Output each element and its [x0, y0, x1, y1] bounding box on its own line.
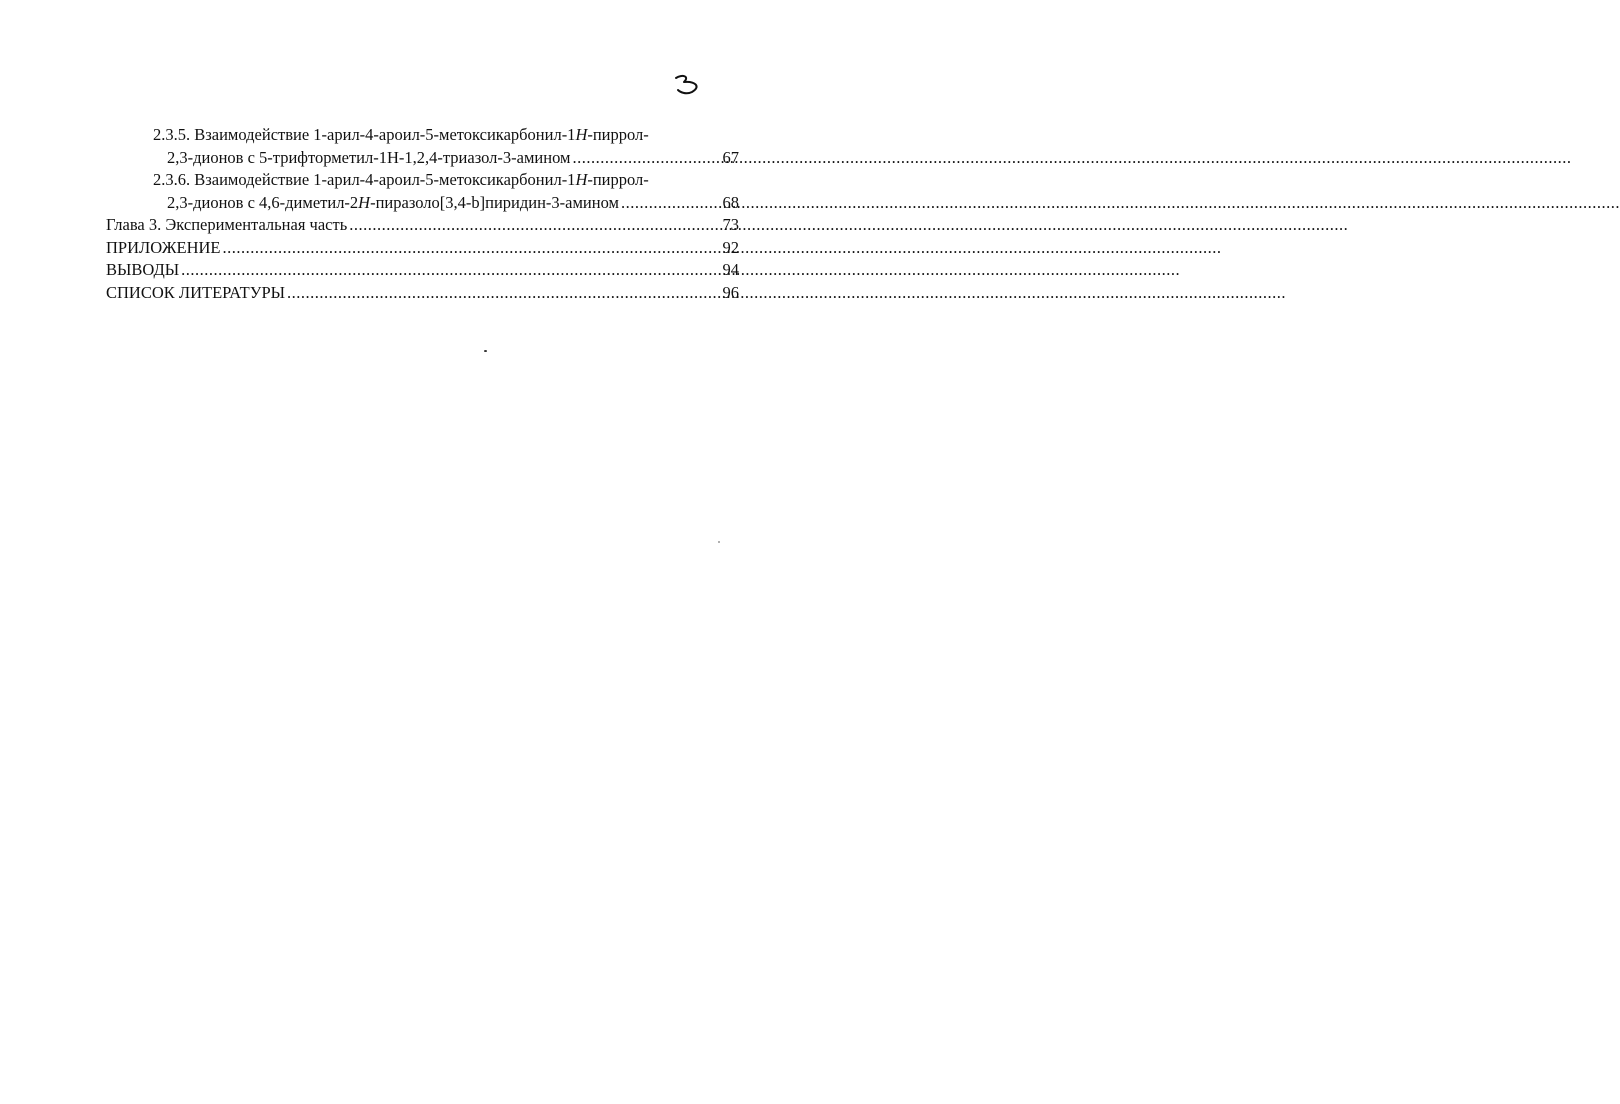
toc-entry-text: -пиррол-: [587, 170, 649, 189]
scan-speck: [718, 541, 720, 543]
table-of-contents: [106, 124, 739, 304]
toc-entry-text: 2,3-дионов с 4,6-диметил-2: [167, 192, 359, 212]
handwritten-page-number: [672, 72, 704, 98]
toc-entry-2-3-5-line1: [106, 124, 739, 147]
toc-entry-references: [106, 282, 739, 305]
dot-leader: [349, 214, 720, 237]
toc-entry-conclusions: [106, 259, 739, 282]
toc-page-number: 94: [722, 260, 739, 279]
toc-page-number: 96: [722, 282, 739, 302]
toc-entry-italic: H: [575, 125, 588, 144]
toc-entry-text: 2.3.6. Взаимодействие 1-арил-4-ароил-5-метоксикарбонил-1: [153, 170, 576, 189]
toc-entry-2-3-6-line1: [106, 169, 739, 192]
dot-leader: [621, 192, 721, 215]
toc-page-number: 73: [722, 215, 739, 234]
toc-entry-italic: H: [358, 192, 371, 212]
toc-entry-2-3-6-line2: [106, 192, 739, 215]
toc-entry-text: -пиррол-: [587, 125, 649, 144]
toc-entry-text: ПРИЛОЖЕНИЕ: [106, 237, 221, 257]
toc-entry-text: ВЫВОДЫ: [106, 260, 180, 279]
toc-page-number: 67: [722, 147, 739, 167]
toc-entry-italic: H: [575, 170, 588, 189]
dot-leader: [572, 147, 720, 170]
toc-entry-chapter-3: [106, 214, 739, 237]
toc-entry-appendix: [106, 237, 739, 260]
toc-entry-2-3-5-line2: [106, 147, 739, 170]
dot-leader: [222, 237, 720, 260]
toc-entry-text: СПИСОК ЛИТЕРАТУРЫ: [106, 282, 286, 302]
toc-entry-text: 2.3.5. Взаимодействие 1-арил-4-ароил-5-метоксикарбонил-1: [153, 125, 576, 144]
dot-leader: [181, 259, 720, 282]
toc-page-number: 68: [722, 192, 739, 212]
toc-entry-text: 2,3-дионов с 5-трифторметил-1H-1,2,4-триазол-3-амином: [167, 147, 571, 167]
toc-entry-text: Глава 3. Экспериментальная часть: [106, 215, 348, 234]
scan-speck: [484, 350, 487, 352]
toc-entry-text: -пиразоло[3,4-b]пиридин-3-амином: [370, 192, 619, 212]
toc-page-number: 92: [722, 237, 739, 257]
dot-leader: [287, 282, 720, 305]
